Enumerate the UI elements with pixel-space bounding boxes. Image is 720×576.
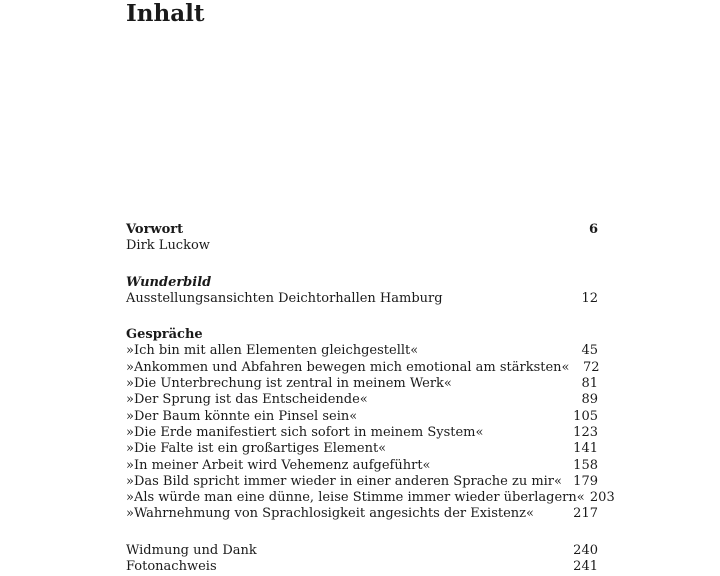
toc-page-number: 217 — [573, 506, 598, 522]
toc-entry — [126, 376, 598, 392]
toc-entry-title: »Ankommen und Abfahren bewegen mich emotional am stärksten« — [126, 359, 570, 375]
toc-entry — [126, 425, 598, 441]
toc-entry — [126, 559, 598, 575]
toc-page-number: 89 — [581, 392, 598, 408]
toc-entry-title: Ausstellungsansichten Deichtorhallen Hamburg — [126, 290, 443, 306]
toc-heading-gespraeche — [126, 327, 598, 343]
toc-page-number: 240 — [573, 542, 598, 558]
toc-heading-vorwort — [126, 222, 598, 238]
toc-heading-label: Wunderbild — [126, 274, 212, 290]
toc-entry — [126, 343, 598, 359]
toc-entry-title: Fotonachweis — [126, 559, 217, 575]
toc-entry-title: »Wahrnehmung von Sprachlosigkeit angesichts der Existenz« — [126, 506, 534, 522]
toc-entry-title: »Der Sprung ist das Entscheidende« — [126, 392, 368, 408]
toc-entry — [126, 409, 598, 425]
toc-entry — [126, 238, 598, 254]
toc-page-number: 123 — [573, 424, 598, 440]
page-title: Inhalt — [126, 0, 205, 27]
toc-entry — [126, 543, 598, 559]
toc-heading-wunderbild — [126, 275, 598, 291]
toc-page-number: 179 — [573, 473, 598, 489]
toc-page-number: 203 — [589, 490, 615, 506]
toc-entry-title: »Ich bin mit allen Elementen gleichgestellt« — [126, 343, 419, 359]
toc-page-number: 141 — [573, 441, 598, 457]
toc-page-number: 81 — [581, 376, 598, 392]
toc-entry-title: »In meiner Arbeit wird Vehemenz aufgeführt« — [126, 457, 431, 473]
toc-page-number: 241 — [573, 559, 598, 575]
toc-page-number: 72 — [582, 359, 600, 375]
toc-entry-title: »Das Bild spricht immer wieder in einer anderen Sprache zu mir« — [126, 473, 562, 489]
toc-entry — [126, 441, 598, 457]
toc-entry-title: »Die Falte ist ein großartiges Element« — [126, 441, 387, 457]
toc-entry-title: Widmung und Dank — [126, 542, 257, 558]
toc-heading-label: Gespräche — [126, 327, 203, 343]
toc-entry-title: »Der Baum könnte ein Pinsel sein« — [126, 408, 358, 424]
table-of-contents — [126, 222, 615, 575]
toc-entry — [126, 458, 598, 474]
toc-entry — [126, 474, 598, 490]
toc-entry-title: »Die Erde manifestiert sich sofort in meinem System« — [126, 424, 484, 440]
toc-entry-title: »Als würde man eine dünne, leise Stimme immer wieder überlagern« — [126, 490, 585, 506]
toc-page-number: 45 — [581, 343, 598, 359]
toc-page-number: 158 — [573, 457, 598, 473]
toc-entry — [126, 392, 598, 408]
toc-page-number: 6 — [588, 222, 598, 237]
toc-entry — [126, 506, 598, 522]
toc-heading-label: Vorwort — [126, 222, 184, 237]
toc-entry — [126, 291, 598, 307]
toc-entry-title: Dirk Luckow — [126, 238, 210, 254]
toc-entry-title: »Die Unterbrechung ist zentral in meinem Werk« — [126, 376, 452, 392]
toc-page-number: 12 — [581, 290, 598, 306]
toc-entry — [126, 360, 598, 376]
toc-page-number: 105 — [573, 408, 598, 424]
toc-entry — [126, 490, 615, 506]
